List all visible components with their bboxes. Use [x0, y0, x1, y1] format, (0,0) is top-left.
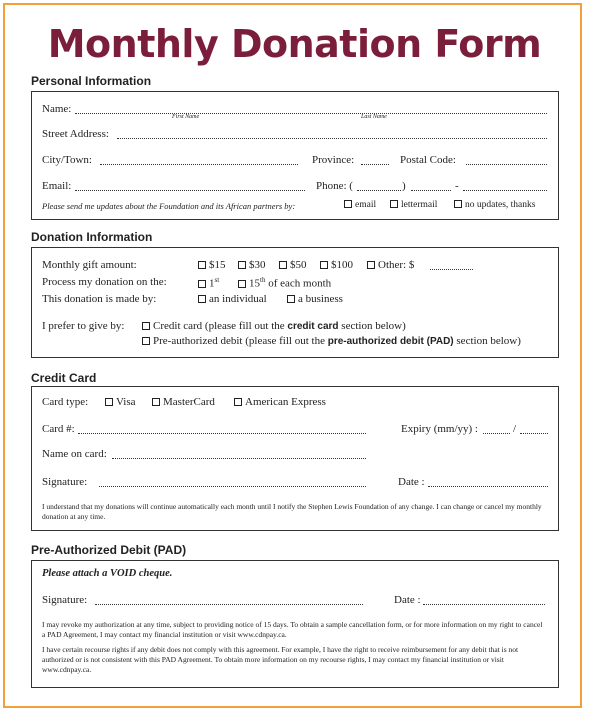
pad-date-label: Date :: [394, 594, 421, 606]
no-updates-option-label: no updates, thanks: [465, 200, 536, 210]
amount-other-option[interactable]: [367, 259, 414, 271]
credit-card-checkbox[interactable]: [142, 322, 150, 330]
first-label: 1: [209, 277, 215, 290]
amount-100-label: $100: [331, 259, 353, 271]
expiry-label: Expiry (mm/yy) :: [401, 423, 478, 435]
amount-15-checkbox[interactable]: [198, 261, 206, 269]
cc-text-post: section below): [341, 320, 406, 332]
business-checkbox[interactable]: [287, 295, 295, 303]
amount-30-label: $30: [249, 259, 266, 271]
updates-lettermail-option[interactable]: [390, 200, 437, 210]
cc-terms-note: I understand that my donations will continue automatically each month until I notify the Stephen Lewis Foundation of any change. I can change or cancel my monthly donation at any time.: [42, 502, 542, 521]
city-label: City/Town:: [42, 154, 92, 166]
amount-50-option[interactable]: [279, 259, 307, 271]
visa-option[interactable]: [105, 396, 136, 408]
give-by-credit-option[interactable]: [142, 320, 406, 332]
pad-text-bold: pre-authorized debit (PAD): [327, 336, 454, 347]
individual-option[interactable]: [198, 293, 267, 305]
cc-signature-field[interactable]: [99, 486, 366, 487]
updates-none-option[interactable]: [454, 200, 535, 210]
lettermail-checkbox[interactable]: [390, 200, 398, 208]
pad-heading: Pre-Authorized Debit (PAD): [31, 543, 187, 557]
province-field[interactable]: [361, 164, 389, 165]
amount-15-option[interactable]: [198, 259, 226, 271]
card-number-label: Card #:: [42, 423, 75, 435]
expiry-month-field[interactable]: [483, 433, 510, 434]
pad-recourse-note: I have certain recourse rights if any debit does not comply with this agreement. For example, I have the right to receive reimbursement for any debit that is not authorized or is not consistent with this PAD Agreement. To obtain more information on my recourse rights, I may contact my financial institution or visit www.cdnpay.ca.: [42, 645, 519, 674]
expiry-year-field[interactable]: [520, 433, 548, 434]
phone-close-paren: ): [402, 180, 406, 192]
updates-email-option[interactable]: [344, 200, 376, 210]
phone-line-field[interactable]: [463, 190, 547, 191]
cc-text-pre: Credit card (please fill out the: [153, 320, 285, 332]
process-date-label: Process my donation on the:: [42, 276, 167, 288]
amount-30-option[interactable]: [238, 259, 266, 271]
business-label: a business: [298, 293, 343, 305]
fifteenth-label: 15: [249, 277, 260, 290]
pad-date-field[interactable]: [423, 604, 545, 605]
individual-label: an individual: [209, 293, 267, 305]
first-name-hint: First Name: [172, 114, 200, 120]
last-name-hint: Last Name: [361, 114, 387, 120]
first-sup: st: [214, 276, 220, 284]
street-label: Street Address:: [42, 128, 109, 140]
amount-30-checkbox[interactable]: [238, 261, 246, 269]
give-by-pad-option[interactable]: [142, 335, 521, 347]
pad-revoke-note: I may revoke my authorization at any time, subject to providing notice of 15 days. To obtain a sample cancellation form, or for more information on my right to cancel a PAD Agreement, I may contact my financial institution or visit www.cdnpay.ca.: [42, 620, 543, 639]
postal-label: Postal Code:: [400, 154, 456, 166]
amount-100-checkbox[interactable]: [320, 261, 328, 269]
cc-date-field[interactable]: [428, 486, 548, 487]
mastercard-checkbox[interactable]: [152, 398, 160, 406]
expiry-slash: /: [513, 423, 517, 435]
process-1st-checkbox[interactable]: [198, 280, 206, 288]
process-1st-option[interactable]: [198, 276, 219, 290]
other-amount-field[interactable]: [430, 269, 473, 270]
credit-heading: Credit Card: [31, 371, 97, 385]
card-number-field[interactable]: [78, 433, 366, 434]
visa-label: Visa: [116, 396, 136, 408]
lettermail-option-label: lettermail: [401, 200, 438, 210]
amex-checkbox[interactable]: [234, 398, 242, 406]
province-label: Province:: [312, 154, 355, 166]
donation-heading: Donation Information: [31, 230, 153, 244]
fifteenth-sup: th: [260, 276, 266, 284]
name-on-card-field[interactable]: [112, 458, 366, 459]
cc-signature-label: Signature:: [42, 476, 88, 488]
personal-heading: Personal Information: [31, 74, 152, 88]
amount-50-checkbox[interactable]: [279, 261, 287, 269]
process-15th-checkbox[interactable]: [238, 280, 246, 288]
made-by-label: This donation is made by:: [42, 293, 157, 305]
phone-dash: -: [455, 180, 459, 192]
pad-checkbox[interactable]: [142, 337, 150, 345]
name-field[interactable]: [75, 113, 547, 114]
updates-label: Please send me updates about the Foundation and its African partners by:: [42, 201, 296, 211]
amex-label: American Express: [245, 396, 326, 408]
phone-area-field[interactable]: [357, 190, 401, 191]
gift-amount-label: Monthly gift amount:: [42, 259, 137, 271]
prefer-label: I prefer to give by:: [42, 320, 125, 332]
process-15th-option[interactable]: [238, 276, 331, 290]
amount-15-label: $15: [209, 259, 226, 271]
email-option-label: email: [355, 200, 377, 210]
mastercard-option[interactable]: [152, 396, 215, 408]
name-on-card-label: Name on card:: [42, 448, 107, 460]
city-field[interactable]: [100, 164, 298, 165]
email-field[interactable]: [75, 190, 305, 191]
pad-text-pre: Pre-authorized debit (please fill out the: [153, 335, 325, 347]
pad-signature-field[interactable]: [95, 604, 363, 605]
phone-prefix-field[interactable]: [411, 190, 451, 191]
pad-signature-label: Signature:: [42, 594, 88, 606]
email-checkbox[interactable]: [344, 200, 352, 208]
amex-option[interactable]: [234, 396, 326, 408]
fifteenth-suffix: of each month: [268, 277, 332, 290]
name-label: Name:: [42, 103, 72, 115]
street-field[interactable]: [117, 138, 547, 139]
visa-checkbox[interactable]: [105, 398, 113, 406]
cc-text-bold: credit card: [287, 321, 339, 332]
phone-label: Phone: (: [316, 180, 353, 192]
amount-50-label: $50: [290, 259, 307, 271]
cc-date-label: Date :: [398, 476, 425, 488]
void-cheque-note: Please attach a VOID cheque.: [42, 568, 173, 579]
pad-text-post: section below): [456, 335, 521, 347]
amount-100-option[interactable]: [320, 259, 353, 271]
form-title: Monthly Donation Form: [47, 22, 542, 66]
amount-other-checkbox[interactable]: [367, 261, 375, 269]
no-updates-checkbox[interactable]: [454, 200, 462, 208]
email-label: Email:: [42, 180, 72, 192]
postal-field[interactable]: [466, 164, 547, 165]
business-option[interactable]: [287, 293, 343, 305]
mastercard-label: MasterCard: [163, 396, 215, 408]
card-type-label: Card type:: [42, 396, 89, 408]
other-amount-label: Other: $: [378, 259, 415, 271]
individual-checkbox[interactable]: [198, 295, 206, 303]
